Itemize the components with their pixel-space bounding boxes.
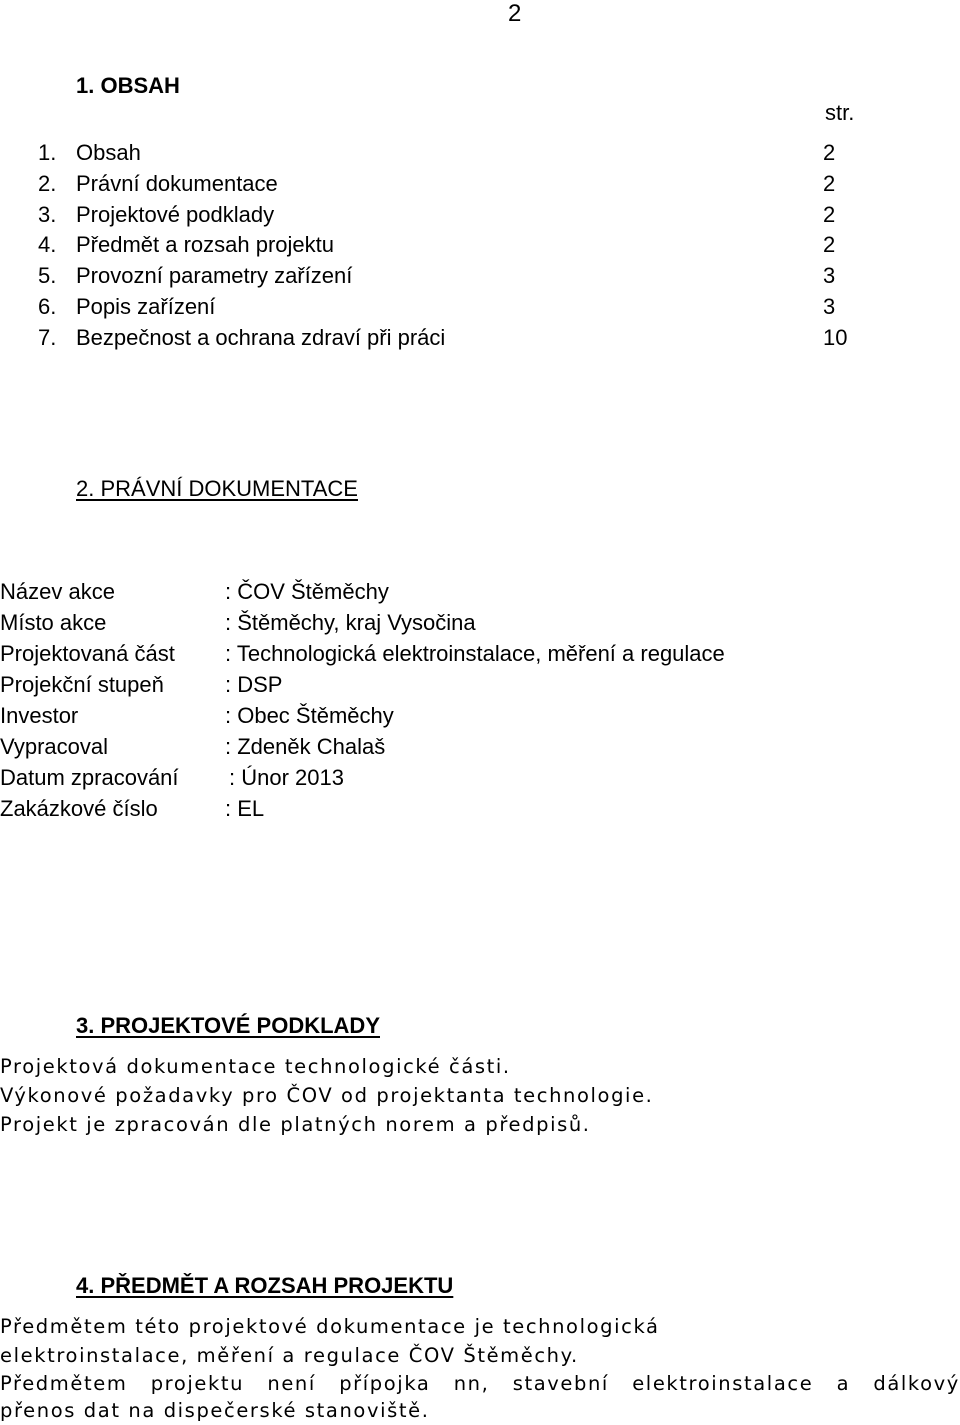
scope-word: Předmětem xyxy=(0,1372,128,1395)
toc-item xyxy=(0,292,960,322)
info-row xyxy=(0,731,960,762)
info-value: : Únor 2013 xyxy=(229,765,344,790)
toc-item xyxy=(0,230,960,260)
info-value: : Technologická elektroinstalace, měření a regulace xyxy=(225,641,725,666)
toc-item-page: 2 xyxy=(823,232,836,257)
info-row xyxy=(0,638,960,669)
toc-item-number: 7. xyxy=(38,325,57,350)
materials-line: Projektová dokumentace technologické části. xyxy=(0,1055,511,1078)
materials-line: Projekt je zpracován dle platných norem a předpisů. xyxy=(0,1113,591,1136)
info-row xyxy=(0,793,960,824)
section-heading-contents: 1. OBSAH xyxy=(76,73,180,98)
toc-item-number: 2. xyxy=(38,171,57,196)
toc-item-page: 2 xyxy=(823,171,836,196)
info-row xyxy=(0,607,960,638)
scope-word: nn, xyxy=(453,1372,490,1395)
toc-item-number: 5. xyxy=(38,263,57,288)
toc-item xyxy=(0,323,960,353)
info-label: Vypracoval xyxy=(0,734,109,759)
toc-item xyxy=(0,261,960,291)
toc-item-title: Předmět a rozsah projektu xyxy=(76,232,335,257)
scope-line: přenos dat na dispečerské stanoviště. xyxy=(0,1399,430,1422)
info-value: : ČOV Štěměchy xyxy=(225,579,389,604)
scope-line-justified xyxy=(0,1369,960,1398)
toc-item-number: 6. xyxy=(38,294,57,319)
section-heading-legal xyxy=(76,476,358,502)
toc-item xyxy=(0,138,960,168)
section-heading-materials xyxy=(76,1013,380,1039)
toc-item xyxy=(0,200,960,230)
scope-word: a xyxy=(836,1372,851,1395)
info-row xyxy=(0,669,960,700)
section-heading-scope-text: 4. PŘEDMĚT A ROZSAH PROJEKTU xyxy=(76,1273,454,1298)
info-label: Datum zpracování xyxy=(0,765,179,790)
toc-item xyxy=(0,169,960,199)
scope-word: přípojka xyxy=(339,1372,431,1395)
info-value: : Zdeněk Chalaš xyxy=(225,734,386,759)
info-label: Investor xyxy=(0,703,79,728)
section-heading-legal-text: 2. PRÁVNÍ DOKUMENTACE xyxy=(76,476,358,501)
toc-item-page: 3 xyxy=(823,294,836,319)
info-label: Projektovaná část xyxy=(0,641,175,666)
scope-line: Předmětem této projektové dokumentace je technologická xyxy=(0,1315,660,1338)
scope-word: projektu xyxy=(150,1372,245,1395)
scope-word: dálkový xyxy=(873,1372,960,1395)
toc-item-title: Projektové podklady xyxy=(76,202,275,227)
info-value: : EL xyxy=(225,796,265,821)
info-row xyxy=(0,700,960,731)
scope-word: není xyxy=(267,1372,316,1395)
info-row xyxy=(0,762,960,793)
info-value: : Obec Štěměchy xyxy=(225,703,394,728)
info-label: Zakázkové číslo xyxy=(0,796,158,821)
info-value: : DSP xyxy=(225,672,283,697)
toc-item-page: 10 xyxy=(823,325,848,350)
scope-line: elektroinstalace, měření a regulace ČOV Štěměchy. xyxy=(0,1344,579,1367)
scope-word: elektroinstalace xyxy=(632,1372,814,1395)
toc-item-title: Právní dokumentace xyxy=(76,171,278,196)
info-label: Místo akce xyxy=(0,610,107,635)
toc-item-title: Popis zařízení xyxy=(76,294,216,319)
info-value: : Štěměchy, kraj Vysočina xyxy=(225,610,476,635)
info-row xyxy=(0,576,960,607)
page-number: 2 xyxy=(508,0,522,27)
info-label: Název akce xyxy=(0,579,115,604)
toc-item-page: 3 xyxy=(823,263,836,288)
page-column-label: str. xyxy=(825,100,855,125)
toc-item-number: 3. xyxy=(38,202,57,227)
toc-item-number: 4. xyxy=(38,232,57,257)
toc-item-title: Provozní parametry zařízení xyxy=(76,263,353,288)
toc-item-page: 2 xyxy=(823,202,836,227)
toc-item-number: 1. xyxy=(38,140,57,165)
info-label: Projekční stupeň xyxy=(0,672,164,697)
toc-item-title: Obsah xyxy=(76,140,141,165)
section-heading-materials-text: 3. PROJEKTOVÉ PODKLADY xyxy=(76,1013,380,1038)
toc-item-title: Bezpečnost a ochrana zdraví při práci xyxy=(76,325,446,350)
section-heading-scope xyxy=(76,1273,453,1299)
scope-word: stavební xyxy=(512,1372,609,1395)
toc-item-page: 2 xyxy=(823,140,836,165)
materials-line: Výkonové požadavky pro ČOV od projektanta technologie. xyxy=(0,1084,654,1107)
